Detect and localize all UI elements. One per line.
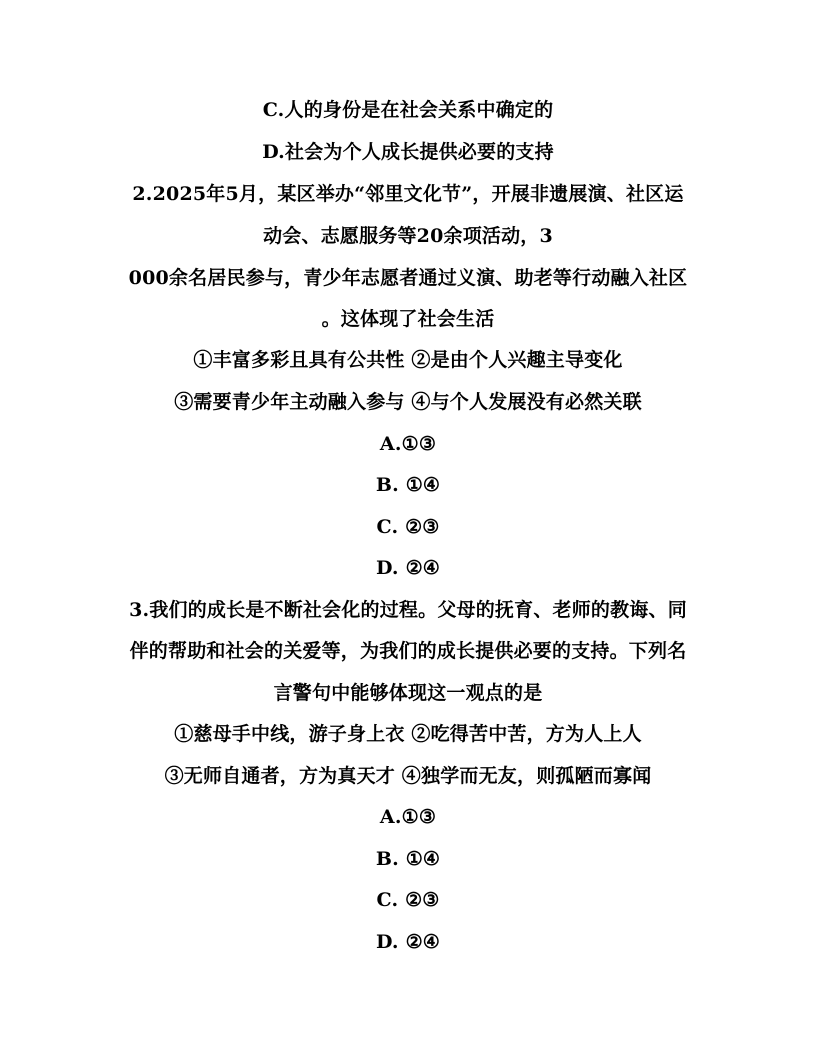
q2-statements-line-2: ③需要青少年主动融入参与 ④与个人发展没有必然关联 [174, 391, 642, 413]
q3-option-a: A.①③ [379, 806, 437, 828]
q1-option-d: D.社会为个人成长提供必要的支持 [262, 141, 554, 163]
q3-option-d: D. ②④ [375, 931, 441, 953]
q3-statements-line-1: ①慈母手中线，游子身上衣 ②吃得苦中苦，方为人上人 [174, 723, 642, 745]
q2-stem-line-2: 动会、志愿服务等20余项活动，3 [263, 225, 553, 247]
q2-option-a: A.①③ [379, 433, 437, 455]
q2-option-c: C. ②③ [376, 516, 440, 538]
q2-option-b: B. ①④ [375, 474, 441, 496]
q3-statements-line-2: ③无师自通者，方为真天才 ④独学而无友，则孤陋而寡闻 [164, 765, 652, 787]
q2-stem-line-1: 2.2025年5月，某区举办“邻里文化节”，开展非遗展演、社区运 [132, 183, 684, 205]
q3-option-c: C. ②③ [376, 889, 440, 911]
q2-stem-line-3: 000余名居民参与，青少年志愿者通过义演、助老等行动融入社区 [128, 267, 688, 289]
q3-option-b: B. ①④ [375, 848, 441, 870]
q3-stem-line-3: 言警句中能够体现这一观点的是 [273, 682, 543, 704]
q2-option-d: D. ②④ [375, 557, 441, 579]
q1-option-c: C.人的身份是在社会关系中确定的 [262, 99, 554, 121]
q2-statements-line-1: ①丰富多彩且具有公共性 ②是由个人兴趣主导变化 [193, 349, 623, 371]
q3-stem-line-2: 伴的帮助和社会的关爱等，为我们的成长提供必要的支持。下列名 [129, 640, 687, 662]
q2-stem-line-4: 。这体现了社会生活 [321, 308, 495, 330]
q3-stem-line-1: 3.我们的成长是不断社会化的过程。父母的抚育、老师的教诲、同 [129, 599, 687, 621]
